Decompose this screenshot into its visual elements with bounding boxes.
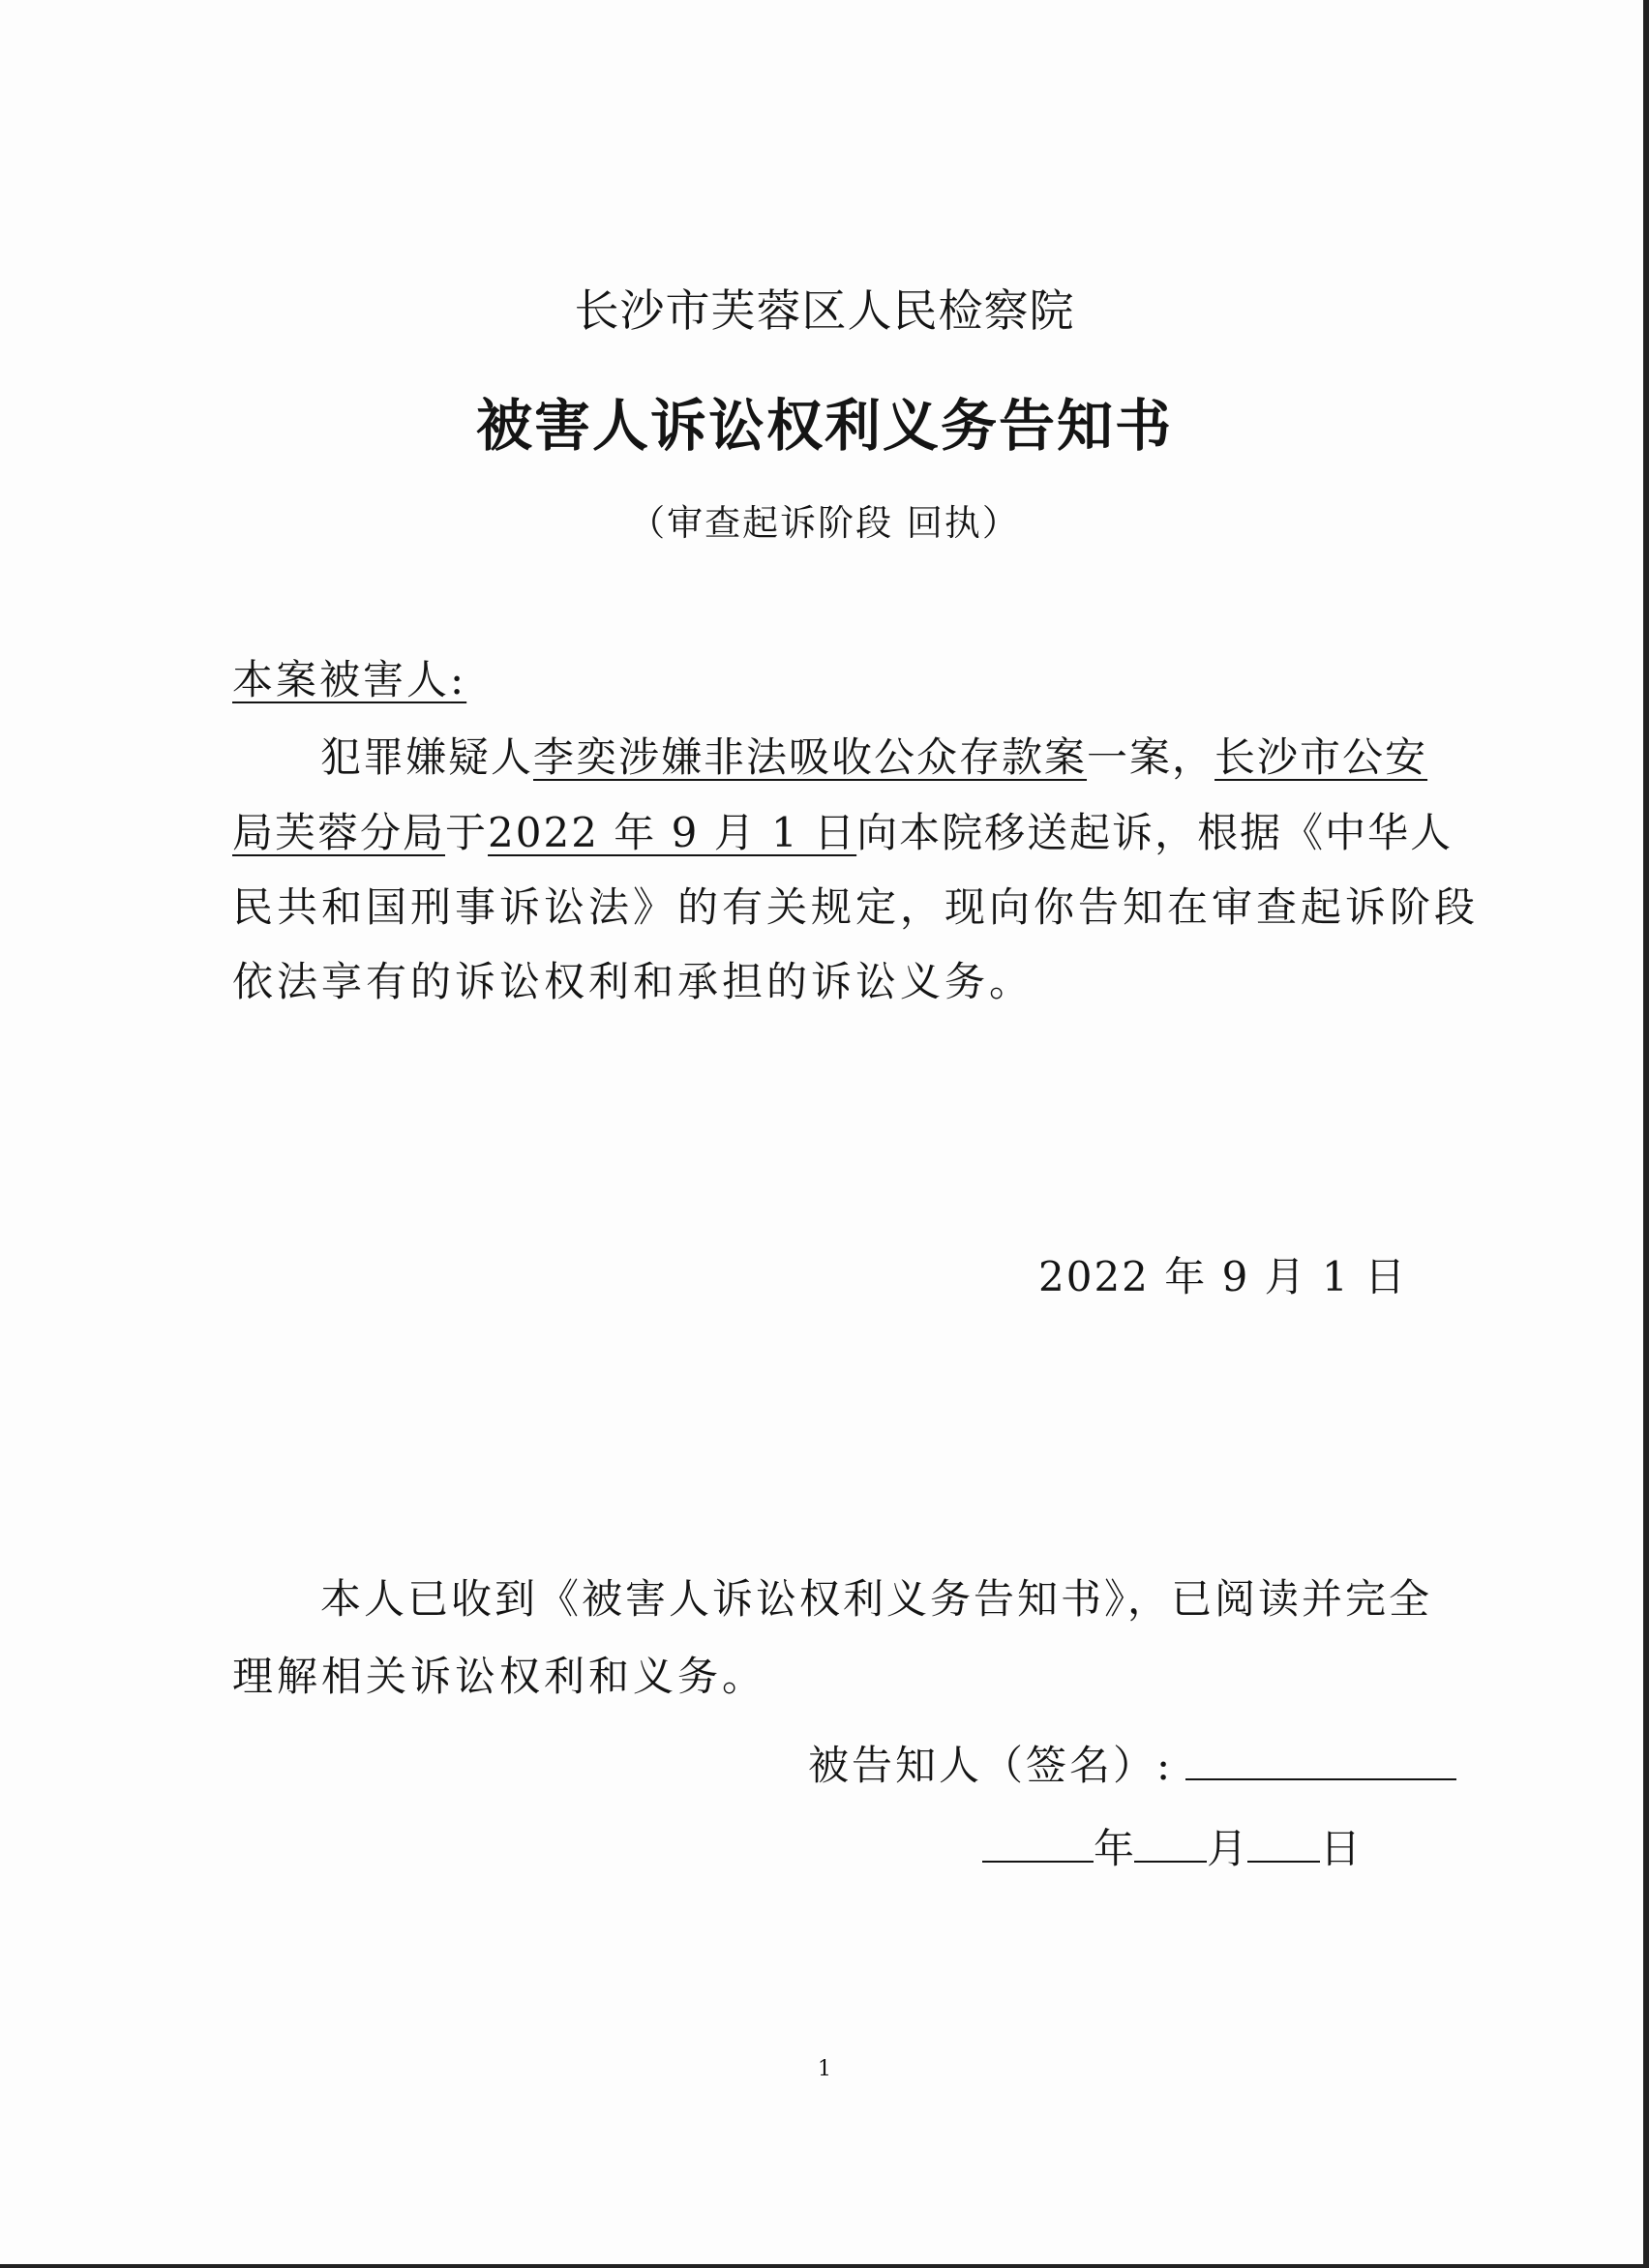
signature-date-blanks bbox=[982, 1817, 1361, 1875]
organization-name: 长沙市芙蓉区人民检察院 bbox=[574, 284, 1075, 337]
receipt-line-1: 本人已收到《被害人诉讼权利义务告知书》，已阅读并完全 bbox=[320, 1575, 1433, 1623]
addressee-colon: : bbox=[450, 656, 467, 703]
addressee-line bbox=[232, 648, 466, 706]
paragraph-line-2 bbox=[232, 801, 1453, 859]
page-number: 1 bbox=[818, 2057, 831, 2081]
agency-name-part1: 长沙市公安 bbox=[1214, 733, 1428, 781]
signature-label: 被告知人（签名）: bbox=[808, 1742, 1174, 1789]
month-blank[interactable] bbox=[1134, 1828, 1207, 1863]
document-title: 被害人诉讼权利义务告知书 bbox=[475, 393, 1173, 459]
addressee: 本案被害人 bbox=[232, 656, 451, 703]
month-label: 月 bbox=[1207, 1825, 1248, 1872]
document-subtitle: （审查起诉阶段 回执） bbox=[629, 502, 1020, 544]
paragraph-line-1 bbox=[320, 726, 1427, 784]
case-name: 李奕涉嫌非法吸收公众存款案 bbox=[533, 733, 1088, 781]
transfer-prefix: 于 bbox=[445, 809, 489, 856]
day-label: 日 bbox=[1320, 1825, 1362, 1872]
scan-edge-right bbox=[1643, 0, 1649, 2268]
scan-edge-bottom bbox=[0, 2264, 1649, 2268]
agency-name-part2: 局芙蓉分局 bbox=[232, 809, 446, 856]
signature-blank[interactable] bbox=[1185, 1778, 1456, 1780]
issue-date: 2022 年 9 月 1 日 bbox=[1038, 1253, 1408, 1300]
paragraph-line-3: 民共和国刑事诉讼法》的有关规定，现向你告知在审查起诉阶段 bbox=[232, 883, 1480, 931]
receipt-line-2: 理解相关诉讼权利和义务。 bbox=[232, 1653, 767, 1700]
transfer-date: 2022 年 9 月 1 日 bbox=[488, 809, 857, 856]
transfer-suffix: 向本院移送起诉，根据《中华人 bbox=[856, 809, 1454, 856]
suspect-label: 犯罪嫌疑人 bbox=[320, 733, 534, 781]
case-suffix: 一案， bbox=[1087, 733, 1215, 781]
day-blank[interactable] bbox=[1247, 1828, 1320, 1863]
year-label: 年 bbox=[1094, 1825, 1135, 1872]
paragraph-line-4: 依法享有的诉讼权利和承担的诉讼义务。 bbox=[232, 958, 1034, 1005]
year-blank[interactable] bbox=[982, 1828, 1094, 1863]
